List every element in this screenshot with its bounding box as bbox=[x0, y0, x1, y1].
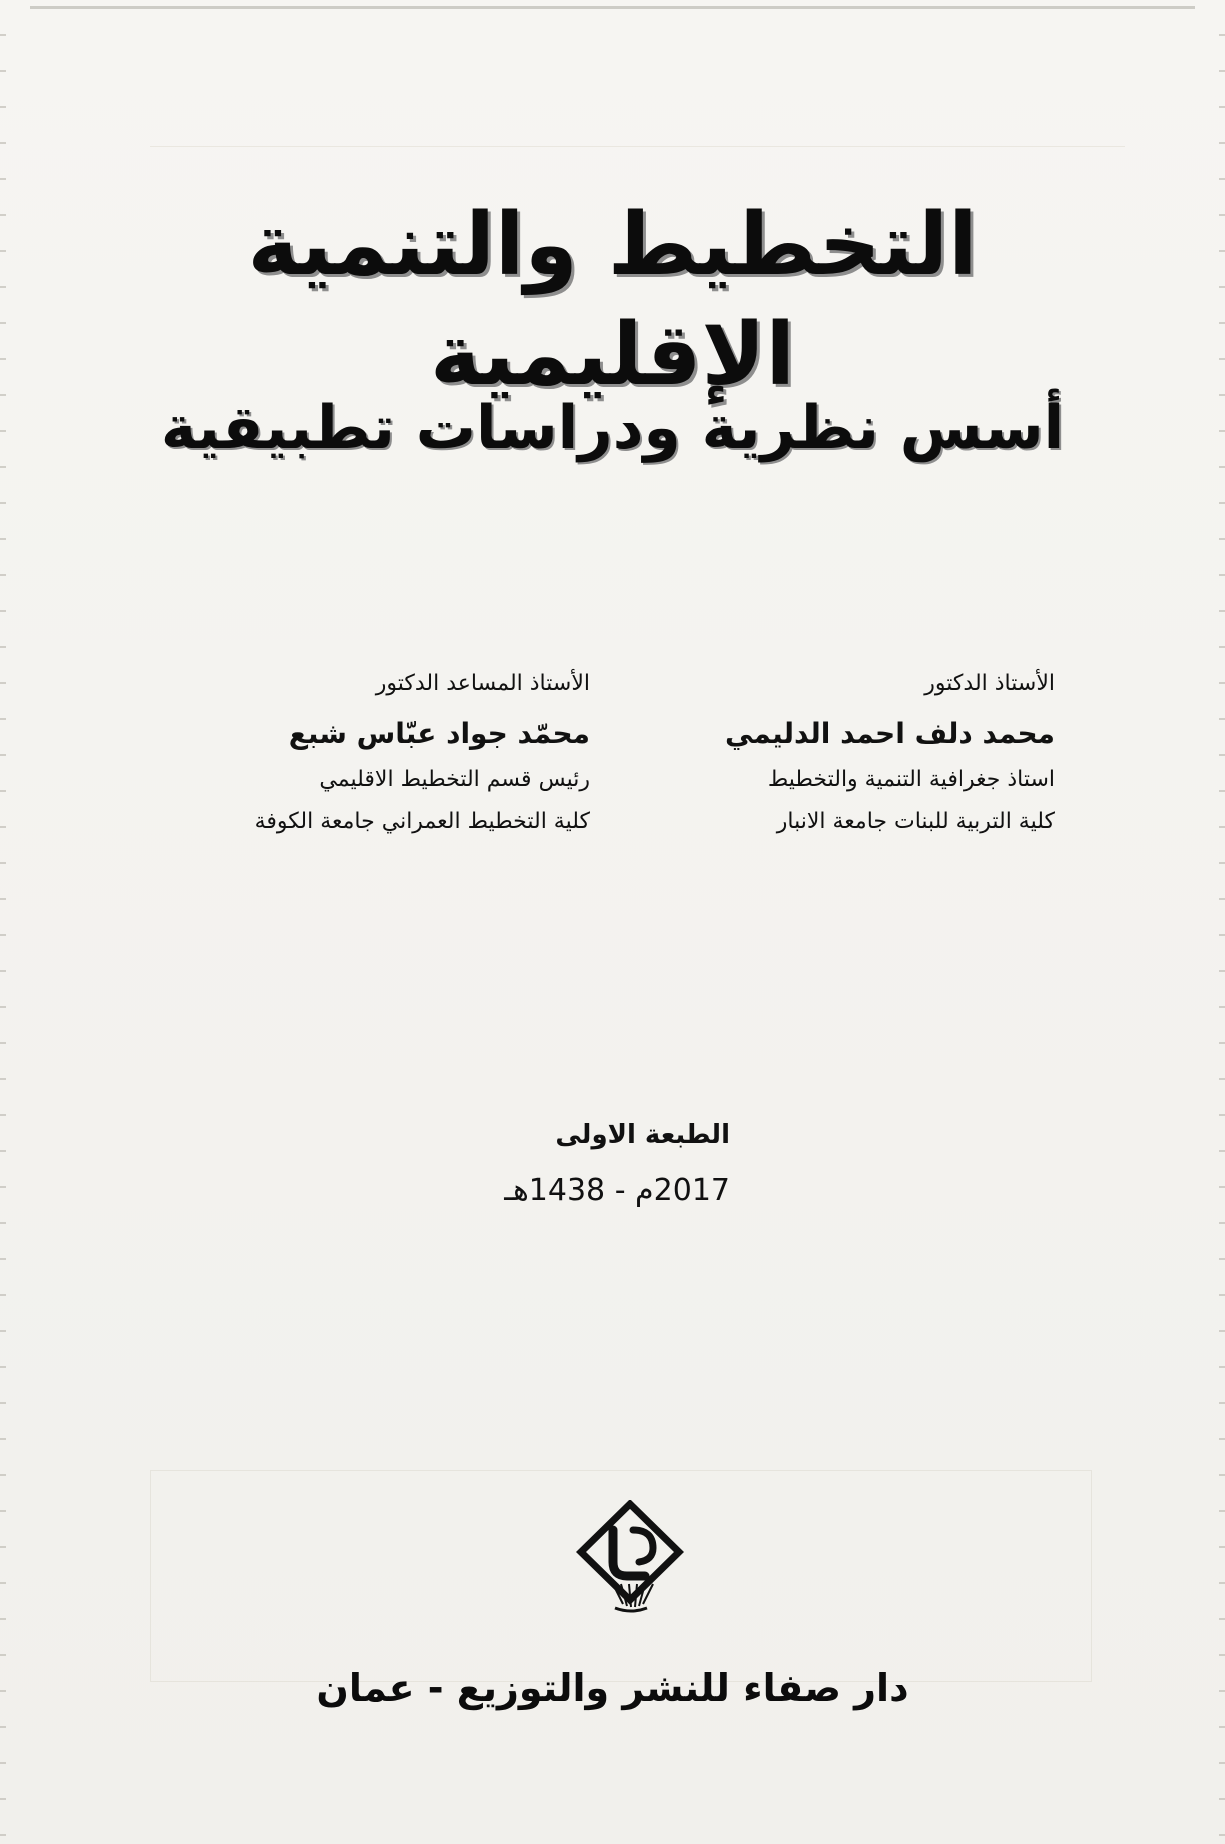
author-rank: الأستاذ الدكتور bbox=[924, 671, 1055, 696]
author-affiliation: كلية التربية للبنات جامعة الانبار bbox=[776, 809, 1055, 834]
author-affiliation: كلية التخطيط العمراني جامعة الكوفة bbox=[254, 809, 590, 834]
edition-block bbox=[430, 1115, 730, 1213]
author-position: استاذ جغرافية التنمية والتخطيط bbox=[767, 767, 1055, 792]
author-rank: الأستاذ المساعد الدكتور bbox=[375, 671, 590, 696]
top-edge bbox=[30, 6, 1195, 9]
publisher-name: دار صفاء للنشر والتوزيع - عمان bbox=[316, 1666, 909, 1710]
book-title: التخطيط والتنمية الإقليمية bbox=[247, 195, 978, 405]
author-position: رئيس قسم التخطيط الاقليمي bbox=[319, 767, 590, 792]
publisher-logo-icon bbox=[575, 1500, 685, 1615]
header-strip bbox=[150, 132, 1125, 147]
right-edge-perforation bbox=[1219, 0, 1225, 1844]
edition-label: الطبعة الاولى bbox=[555, 1120, 730, 1150]
author-block-2 bbox=[160, 668, 590, 840]
left-edge-perforation bbox=[0, 0, 6, 1844]
author-name: محمد دلف احمد الدليمي bbox=[725, 717, 1055, 750]
author-name: محمّد جواد عبّاس شبع bbox=[288, 717, 590, 750]
book-subtitle: أسس نظرية ودراسات تطبيقية bbox=[160, 393, 1065, 463]
edition-date: 2017م - 1438هـ bbox=[504, 1173, 730, 1208]
author-block-1 bbox=[635, 668, 1055, 840]
